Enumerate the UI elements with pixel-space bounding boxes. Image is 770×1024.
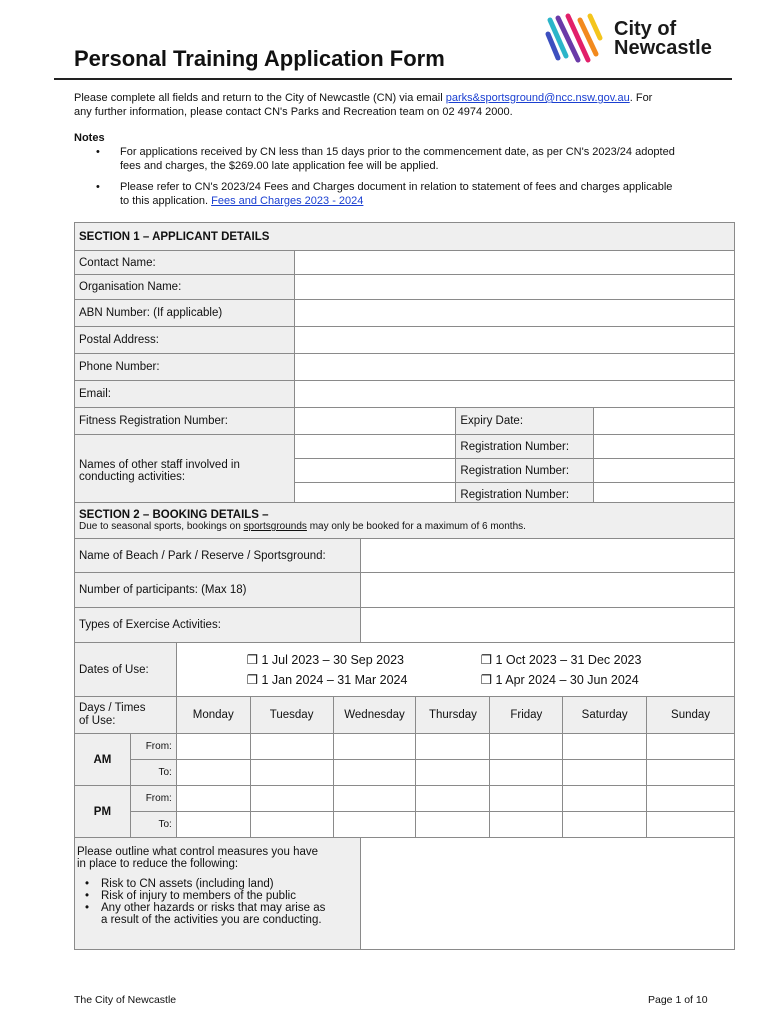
bullet-dot: •	[85, 878, 90, 890]
risk-item: Any other hazards or risks that may arise as	[101, 902, 326, 914]
time-cell[interactable]	[176, 812, 250, 838]
logo-line1: City of	[614, 18, 677, 40]
from-label: From:	[130, 734, 176, 760]
note-1	[120, 146, 740, 173]
to-label: To:	[130, 760, 176, 786]
bullet-dot: •	[85, 890, 90, 902]
reg-label: Registration Number:	[456, 435, 594, 459]
days-times-label	[75, 697, 177, 734]
time-cell[interactable]	[563, 734, 647, 760]
dates-options	[176, 643, 734, 697]
time-cell[interactable]	[647, 760, 735, 786]
staff-label-line-2: conducting activities:	[79, 470, 186, 483]
email-link[interactable]: parks&sportsground@ncc.nsw.gov.au	[445, 92, 630, 104]
email-label: Email:	[75, 381, 295, 408]
intro-paragraph	[74, 92, 734, 119]
reg-label: Registration Number:	[456, 483, 594, 507]
time-cell[interactable]	[176, 734, 250, 760]
postal-label: Postal Address:	[75, 327, 295, 354]
risk-item: Risk of injury to members of the public	[101, 890, 296, 902]
date-option-1[interactable]	[247, 652, 404, 667]
checkbox-icon[interactable]: ❒	[246, 652, 259, 667]
staff-label-line-1: Names of other staff involved in	[79, 458, 240, 471]
time-cell[interactable]	[416, 760, 490, 786]
org-name-field[interactable]	[294, 275, 734, 300]
reg-label: Registration Number:	[456, 459, 594, 483]
section2-heading: SECTION 2 – BOOKING DETAILS –	[79, 509, 269, 521]
am-label: AM	[75, 734, 131, 786]
abn-label: ABN Number: (If applicable)	[75, 300, 295, 327]
page-title: Personal Training Application Form	[74, 46, 445, 71]
time-cell[interactable]	[490, 734, 563, 760]
time-cell[interactable]	[250, 812, 333, 838]
reg-field[interactable]	[594, 435, 735, 459]
time-cell[interactable]	[647, 786, 735, 812]
staff-name-field[interactable]	[294, 435, 456, 459]
types-label: Types of Exercise Activities:	[75, 608, 361, 643]
day-header: Friday	[490, 697, 563, 734]
fees-charges-link[interactable]: Fees and Charges 2023 - 2024	[211, 194, 364, 207]
time-cell[interactable]	[490, 786, 563, 812]
time-cell[interactable]	[250, 760, 333, 786]
date-option-1-label: 1 Jul 2023 – 30 Sep 2023	[261, 652, 404, 667]
time-cell[interactable]	[490, 812, 563, 838]
time-cell[interactable]	[490, 760, 563, 786]
logo-line2: Newcastle	[614, 37, 712, 59]
abn-field[interactable]	[294, 300, 734, 327]
note-2-line-1: Please refer to CN's 2023/24 Fees and Charges document in relation to statement of fees and charges applicable	[120, 181, 673, 193]
time-cell[interactable]	[416, 734, 490, 760]
bullet-dot: •	[96, 181, 100, 193]
bullet-dot: •	[96, 146, 100, 158]
time-cell[interactable]	[333, 812, 416, 838]
date-option-2[interactable]	[481, 652, 642, 667]
page-number: Page 1 of 10	[648, 994, 708, 1006]
date-option-3-label: 1 Jan 2024 – 31 Mar 2024	[261, 672, 408, 687]
reg-field[interactable]	[594, 459, 735, 483]
time-cell[interactable]	[333, 760, 416, 786]
section2-table	[74, 502, 735, 643]
contact-name-label: Contact Name:	[75, 251, 295, 275]
staff-name-field[interactable]	[294, 459, 456, 483]
time-cell[interactable]	[250, 734, 333, 760]
day-header: Sunday	[647, 697, 735, 734]
control-table	[74, 837, 735, 950]
types-field[interactable]	[360, 608, 734, 643]
time-cell[interactable]	[416, 812, 490, 838]
email-field[interactable]	[294, 381, 734, 408]
day-header: Tuesday	[250, 697, 333, 734]
venue-field[interactable]	[360, 539, 734, 573]
checkbox-icon[interactable]: ❒	[246, 672, 259, 687]
bullet-dot: •	[85, 902, 90, 914]
fitness-reg-label: Fitness Registration Number:	[75, 408, 295, 435]
time-cell[interactable]	[563, 786, 647, 812]
expiry-field[interactable]	[594, 408, 735, 435]
sub-text-2: may only be booked for a maximum of 6 months.	[306, 521, 526, 532]
phone-field[interactable]	[294, 354, 734, 381]
pm-label: PM	[75, 786, 131, 838]
date-option-4[interactable]	[481, 672, 639, 687]
schedule-table	[74, 642, 735, 838]
checkbox-icon[interactable]: ❒	[480, 672, 493, 687]
day-header: Saturday	[563, 697, 647, 734]
date-option-2-label: 1 Oct 2023 – 31 Dec 2023	[495, 652, 642, 667]
time-cell[interactable]	[176, 786, 250, 812]
fitness-reg-field[interactable]	[294, 408, 456, 435]
org-name-label: Organisation Name:	[75, 275, 295, 300]
time-cell[interactable]	[647, 734, 735, 760]
intro-text-2: . For	[629, 92, 653, 104]
note-1-line-2: fees and charges, the $269.00 late application fee will be applied.	[120, 159, 439, 172]
contact-name-field[interactable]	[294, 251, 734, 275]
date-option-3[interactable]	[247, 672, 408, 687]
intro-text-1: Please complete all fields and return to the City of Newcastle (CN) via email	[74, 92, 446, 104]
sub-text-1: Due to seasonal sports, bookings on	[79, 521, 244, 532]
risk-item: Risk to CN assets (including land)	[101, 878, 274, 890]
time-cell[interactable]	[563, 812, 647, 838]
section2-heading-cell	[75, 503, 735, 539]
venue-label: Name of Beach / Park / Reserve / Sportsground:	[75, 539, 361, 573]
note-2	[120, 181, 740, 208]
notes-heading: Notes	[74, 132, 105, 144]
intro-line-2: any further information, please contact CN's Parks and Recreation team on 02 4974 2000.	[74, 105, 513, 118]
control-measures-field[interactable]	[360, 838, 734, 950]
to-label: To:	[130, 812, 176, 838]
risk-list	[77, 878, 358, 926]
day-header: Wednesday	[333, 697, 416, 734]
expiry-label: Expiry Date:	[456, 408, 594, 435]
days-times-line-2: of Use:	[79, 715, 116, 727]
sub-text-underlined: sportsgrounds	[243, 521, 307, 532]
control-line-1: Please outline what control measures you have	[77, 846, 319, 858]
staff-label	[75, 435, 295, 507]
phone-label: Phone Number:	[75, 354, 295, 381]
section1-table	[74, 222, 735, 507]
footer-left: The City of Newcastle	[74, 994, 177, 1006]
date-option-4-label: 1 Apr 2024 – 30 Jun 2024	[495, 672, 639, 687]
time-cell[interactable]	[416, 786, 490, 812]
time-cell[interactable]	[333, 786, 416, 812]
time-cell[interactable]	[333, 734, 416, 760]
time-cell[interactable]	[176, 760, 250, 786]
day-header: Monday	[176, 697, 250, 734]
control-line-2: in place to reduce the following:	[77, 858, 239, 870]
note-2-line-2: to this application.	[120, 194, 209, 207]
time-cell[interactable]	[647, 812, 735, 838]
from-label: From:	[130, 786, 176, 812]
note-1-line-1: For applications received by CN less than 15 days prior to the commencement date, as per CN's 2023/24 adopted	[120, 146, 675, 158]
title-divider	[54, 78, 732, 80]
dates-label: Dates of Use:	[75, 643, 177, 697]
control-label-cell	[75, 838, 361, 950]
day-header: Thursday	[416, 697, 490, 734]
logo-text	[614, 20, 712, 58]
section1-heading: SECTION 1 – APPLICANT DETAILS	[75, 223, 735, 251]
risk-item-continued: a result of the activities you are conducting.	[101, 914, 322, 926]
participants-label: Number of participants: (Max 18)	[75, 573, 361, 608]
checkbox-icon[interactable]: ❒	[480, 652, 493, 667]
time-cell[interactable]	[563, 760, 647, 786]
days-times-line-1: Days / Times	[79, 702, 146, 714]
time-cell[interactable]	[250, 786, 333, 812]
postal-field[interactable]	[294, 327, 734, 354]
section2-subheading	[79, 521, 730, 532]
participants-field[interactable]	[360, 573, 734, 608]
